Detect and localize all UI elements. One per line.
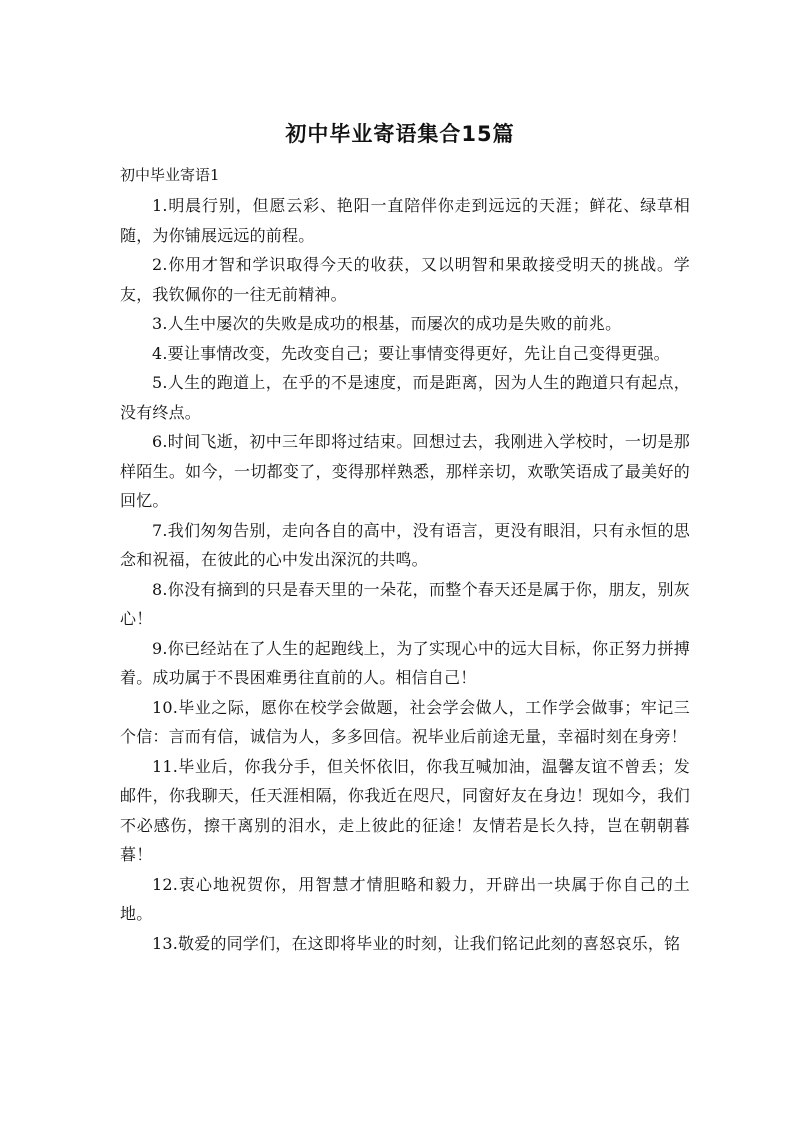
paragraph-3: 3.人生中屡次的失败是成功的根基，而屡次的成功是失败的前兆。 <box>152 314 622 333</box>
paragraph-9: 9.你已经站在了人生的起跑线上，为了实现心中的远大目标，你正努力拼搏着。成功属于不畏困难勇往直前的人。相信自己！ <box>120 638 690 687</box>
paragraph-11: 11.毕业后，你我分手，但关怀依旧，你我互喊加油，温馨友谊不曾丢；发邮件，你我聊天，任天涯相隔，你我近在咫尺，同窗好友在身边！现如今，我们不必感伤，擦干离别的泪水，走上彼此的征途！友情若是长久持，岂在朝朝暮暮！ <box>120 756 690 864</box>
paragraph-8: 8.你没有摘到的只是春天里的一朵花，而整个春天还是属于你，朋友，别灰心！ <box>120 579 690 628</box>
paragraph-7: 7.我们匆匆告别，走向各自的高中，没有语言，更没有眼泪，只有永恒的思念和祝福，在彼此的心中发出深沉的共鸣。 <box>120 520 690 569</box>
paragraph-2: 2.你用才智和学识取得今天的收获，又以明智和果敢接受明天的挑战。学友，我钦佩你的一往无前精神。 <box>120 255 690 304</box>
document-body <box>120 191 690 958</box>
document-title: 初中毕业寄语集合15篇 <box>285 122 515 146</box>
paragraph-5: 5.人生的跑道上，在乎的不是速度，而是距离，因为人生的跑道只有起点，没有终点。 <box>120 373 690 422</box>
paragraph-13: 13.敬爱的同学们，在这即将毕业的时刻，让我们铭记此刻的喜怒哀乐，铭 <box>152 933 681 953</box>
section-heading: 初中毕业寄语1 <box>120 166 220 184</box>
paragraph-10: 10.毕业之际，愿你在校学会做题，社会学会做人，工作学会做事；牢记三个信：言而有信，诚信为人，多多回信。祝毕业后前途无量，幸福时刻在身旁！ <box>120 697 690 746</box>
paragraph-12: 12.衷心地祝贺你，用智慧才情胆略和毅力，开辟出一块属于你自己的土地。 <box>120 874 690 923</box>
paragraph-1: 1.明晨行别，但愿云彩、艳阳一直陪伴你走到远远的天涯；鲜花、绿草相随，为你铺展远远的前程。 <box>120 196 690 245</box>
paragraph-6: 6.时间飞逝，初中三年即将过结束。回想过去，我刚进入学校时，一切是那样陌生。如今，一切都变了，变得那样熟悉，那样亲切，欢歌笑语成了最美好的回忆。 <box>120 432 690 510</box>
paragraph-4: 4.要让事情改变，先改变自己；要让事情变得更好，先让自己变得更强。 <box>152 343 670 363</box>
